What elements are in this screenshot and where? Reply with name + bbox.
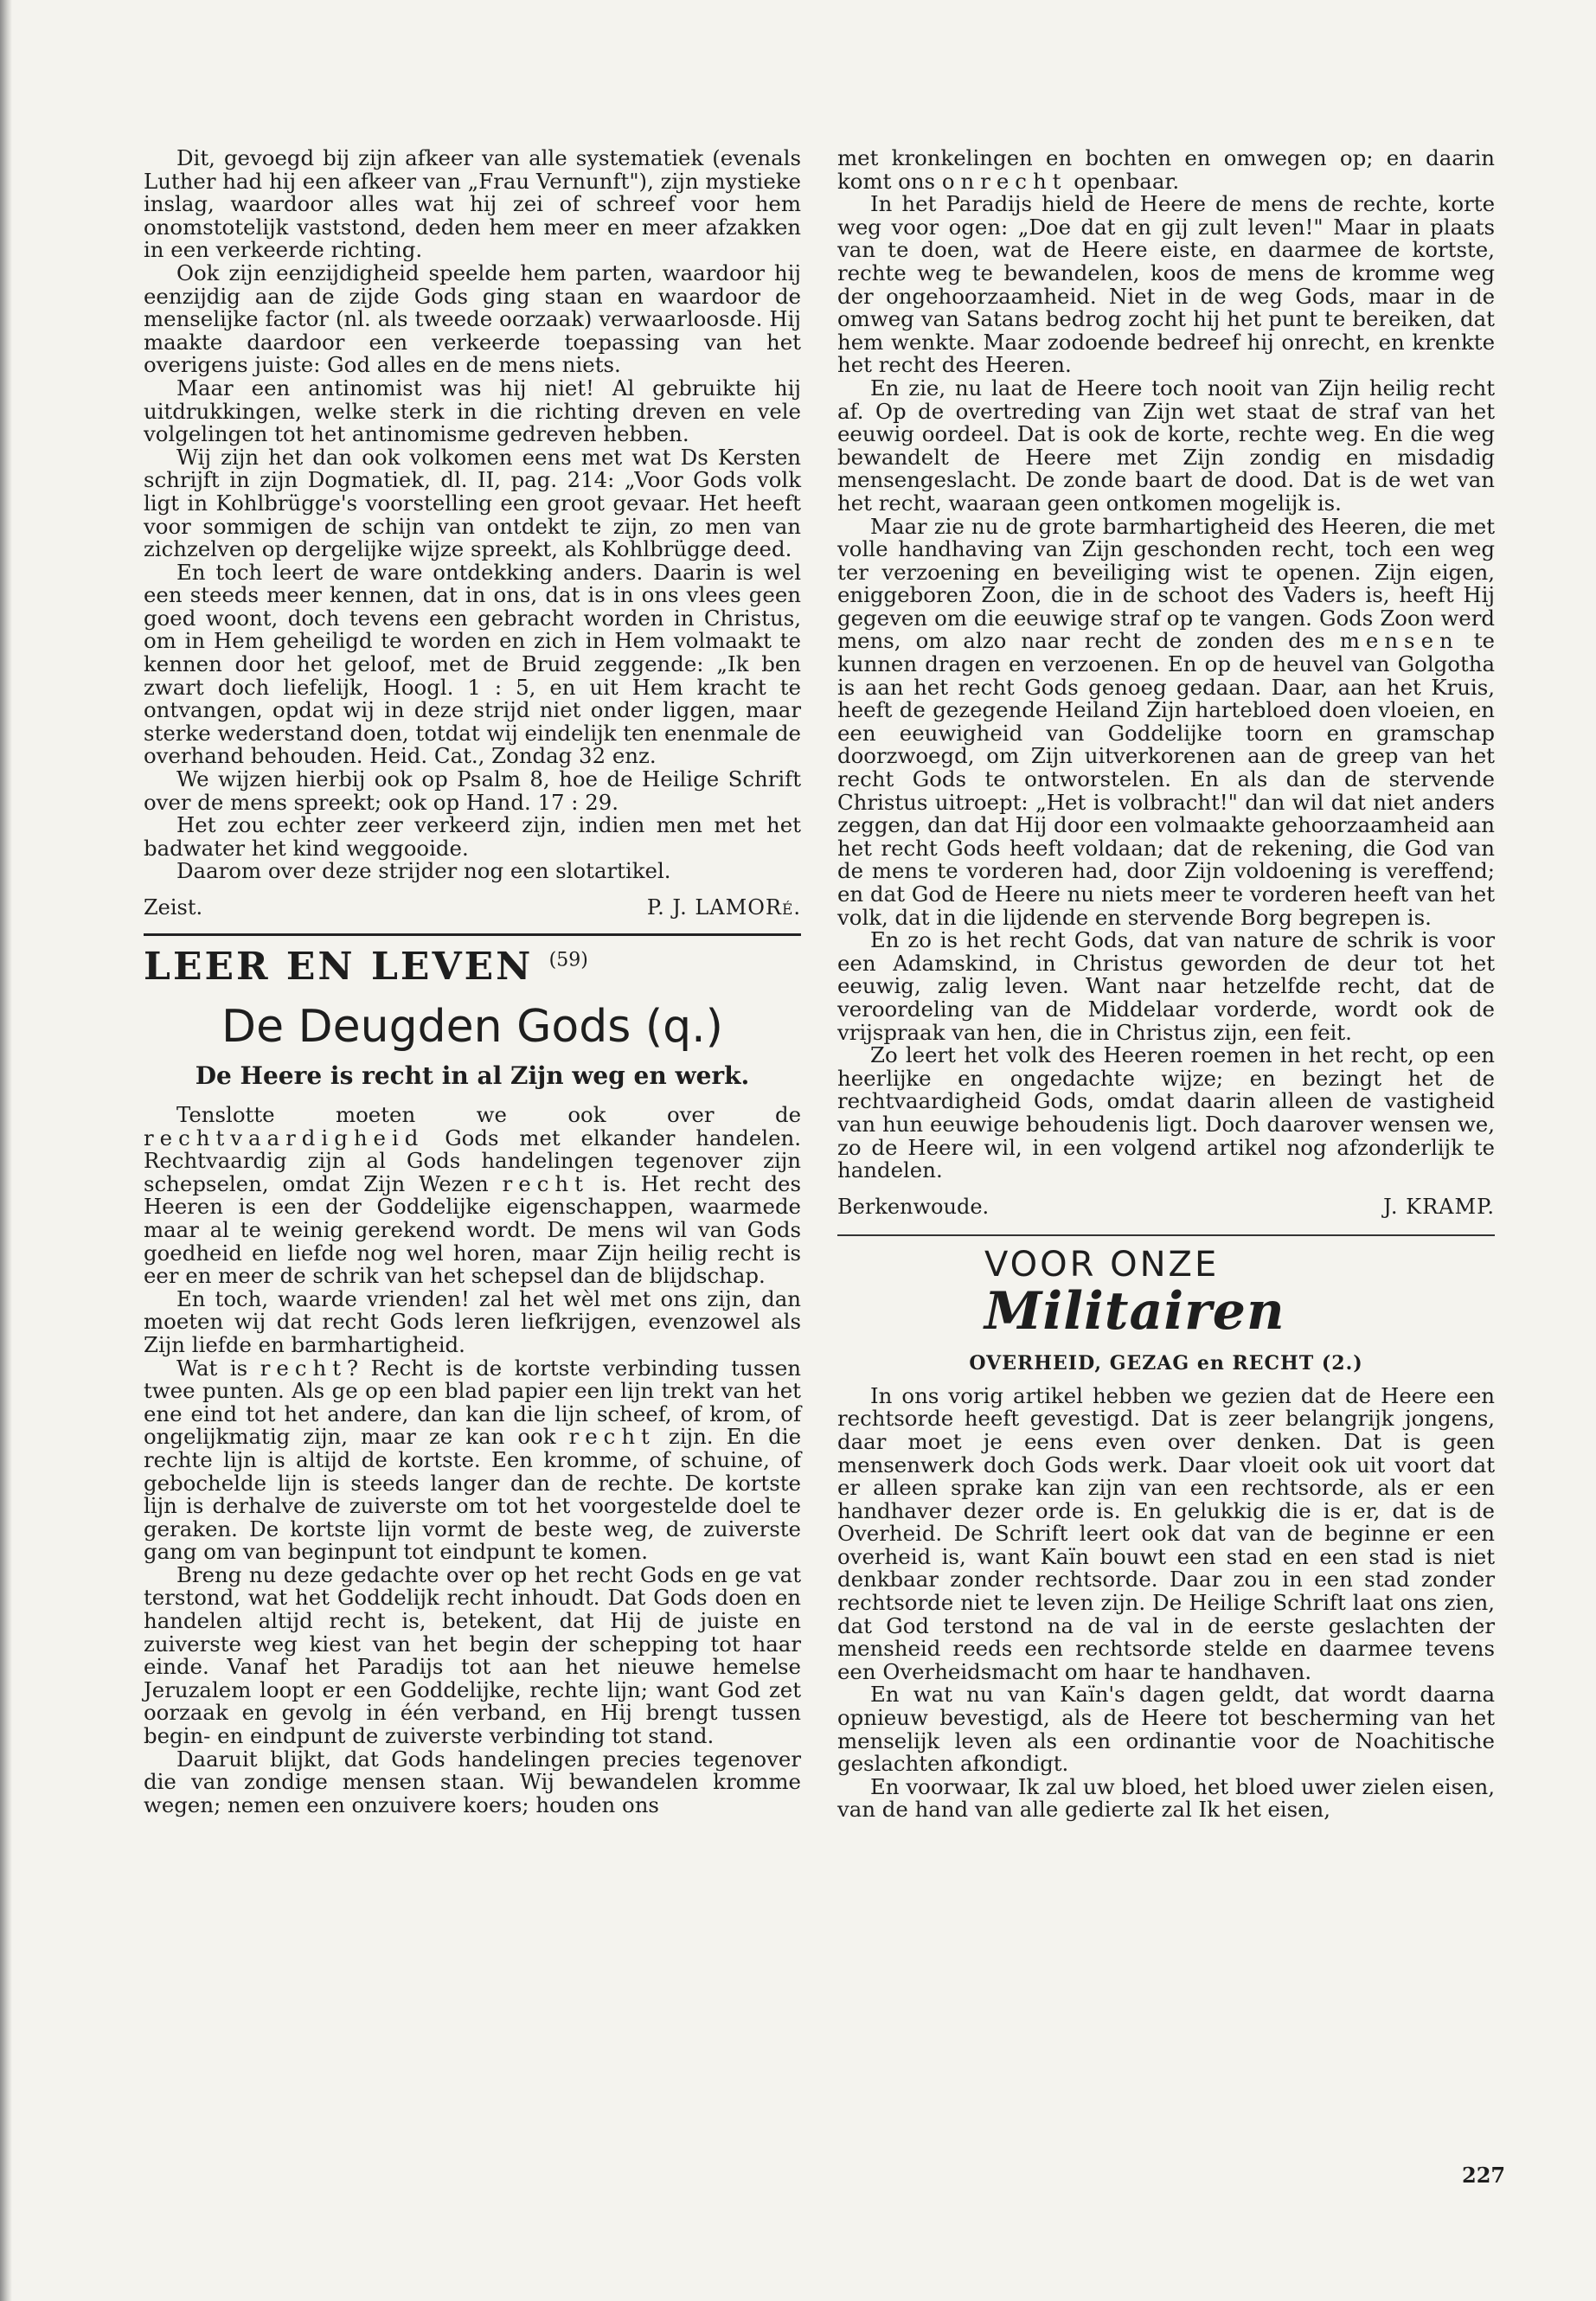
text-run: Tenslotte moeten we ook over de [176, 1102, 801, 1127]
paragraph: In ons vorig artikel hebben we gezien dat de Heere een rechtsorde heeft gevestigd. Dat is zeer belangrijk jongens, daar moet je eens even over denken. Dat is geen mensenwerk doch Gods werk. Daar vloeit ook uit voort dat er alleen sprake kan zijn van een rechtsorde, als er een handhaver dezer orde is. En gelukkig die is er, dat is de Overheid. De Schrift leert ook dat van de beginne er een overheid is, want Kaïn bouwt een stad en een stad is niet denkbaar zonder rechtsorde. Daar zou in een stad zonder rechtsorde niet te leven zijn. De Heilige Schrift laat ons zien, dat God terstond na de val in de eerste geslachten der mensheid reeds een rechtsorde stelde en daarmee tevens een Overheidsmacht om haar te handhaven. [837, 1382, 1495, 1684]
spaced-emphasis: mensen [1339, 628, 1459, 654]
previous-article-continuation [144, 147, 801, 920]
series-number: (59) [548, 949, 588, 971]
section-divider [144, 933, 801, 936]
paragraph: Maar een antinomist was hij niet! Al gebruikte hij uitdrukkingen, welke sterk in die richting dreven en vele volgelingen tot het antinomisme gedreven hebben. [144, 375, 801, 447]
text-run: ? Recht is de kortste verbinding tussen twee punten. Als ge op een blad papier een lijn trekt van het ene eind tot het andere, dan kan die lijn scheef, of krom, of ongelijkmatig zijn, maar ze kan ook [144, 1355, 801, 1450]
article-subtitle: De Heere is recht in al Zijn weg en werk. [195, 1061, 750, 1090]
text-run: Wat is [176, 1355, 260, 1381]
spaced-emphasis: recht [568, 1424, 656, 1450]
paragraph: En zie, nu laat de Heere toch nooit van Zijn heilig recht af. Op de overtreding van Zijn wet staat de straf van het eeuwig oordeel. Dat is ook de korte, rechte weg. En die weg bewandelt de Heere met Zijn zondig en misdadig mensengeslacht. De zonde baart de dood. Dat is de wet van het recht, waaraan geen ontkomen mogelijk is. [837, 375, 1495, 516]
series-title: LEER EN LEVEN [144, 945, 534, 989]
text-run: Gods met elkander handelen. Rechtvaardig zijn al Gods handelingen tegenover zijn schepselen, omdat Zijn Wezen [144, 1125, 801, 1196]
paragraph [144, 1357, 801, 1564]
paragraph: Zo leert het volk des Heeren roemen in het recht, op een heerlijke en ongedachte wijze; en bezingt het de rechtvaardigheid Gods, omdat daarin alleen de vastigheid van hun eeuwige behoudenis ligt. Doch daarover wensen we, zo de Heere wil, in een volgend artikel nog afzonderlijk te handelen. [837, 1042, 1495, 1183]
section-subtitle: OVERHEID, GEZAG en RECHT (2.) [969, 1351, 1363, 1375]
paragraph: Ook zijn eenzijdigheid speelde hem parten, waardoor hij eenzijdig aan de zijde Gods ging staan en waardoor de menselijke factor (nl. als tweede oorzaak) verwaarloosde. Hij maakte daardoor een verkeerde toepassing van het overigens juiste: God alles en de mens niets. [144, 260, 801, 378]
signature-name: P. J. LAMORé. [646, 895, 801, 920]
page-edge-shadow [0, 0, 12, 2301]
text-run: te kunnen dragen en verzoenen. En op de heuvel van Golgotha is aan het recht Gods genoeg gedaan. Daar, aan het Kruis, heeft de gezegende Heiland Zijn hartebloed doen vloeien, en een eeuwigheid van Goddelijke toorn en gramschap doorzwoegd, om Zijn uitverkorenen aan de greep van het recht Gods te ontworstelen. En als dan de stervende Christus uitroept: „Het is volbracht!" dan wil dat niet anders zeggen, dan dat Hij door een volmaakte gehoorzaamheid aan het recht Gods heeft voldaan; dat de rekening, die God van de mens te vorderen had, door Zijn voldoening is vereffend; en dat God de Heere nu niets meer te vorderen heeft van het volk, dat in die lijdende en stervende Borg begrepen is. [837, 628, 1495, 930]
section-divider [837, 1234, 1495, 1236]
paragraph: Wij zijn het dan ook volkomen eens met wat Ds Kersten schrijft in zijn Dogmatiek, dl. II, pag. 214: „Voor Gods volk ligt in Kohlbrügge's voorstelling een groot gevaar. Het heeft voor sommigen de schijn van ontdekt te zijn, zo men van zichzelven op dergelijke wijze spreekt, als Kohlbrügge deed. [144, 444, 801, 562]
paragraph: Het zou echter zeer verkeerd zijn, indien men met het badwater het kind weggooide. [144, 812, 801, 861]
paragraph: En toch, waarde vrienden! zal het wèl met ons zijn, dan moeten wij dat recht Gods leren liefkrijgen, evenzowel als Zijn liefde en barmhartigheid. [144, 1285, 801, 1357]
author-signature [144, 895, 801, 920]
spaced-emphasis: rechtvaardigheid [144, 1125, 425, 1150]
page-number: 227 [1462, 2163, 1506, 2188]
signature-name: J. KRAMP. [1383, 1194, 1495, 1219]
signature-place: Berkenwoude. [837, 1194, 990, 1219]
right-column [837, 147, 1495, 1822]
paragraph: In het Paradijs hield de Heere de mens de rechte, korte weg voor ogen: „Doe dat en gij zult leven!" Maar in plaats van te doen, wat de Heere eiste, en daarmee de kortste, rechte weg te bewandelen, koos de mens de kromme weg der ongehoorzaamheid. Niet in de weg Gods, maar in de omweg van Satans bedrog zocht hij het punt te bereiken, dat hem wenkte. Maar zodoende bedreef hij onrecht, en krenkte het recht des Heeren. [837, 191, 1495, 378]
spaced-emphasis: recht [260, 1355, 348, 1381]
spaced-emphasis: recht [502, 1170, 589, 1196]
spaced-emphasis: onrecht [941, 168, 1067, 194]
paragraph: En voorwaar, Ik zal uw bloed, het bloed uwer zielen eisen, van de hand van alle gedierte zal Ik het eisen, [837, 1773, 1495, 1823]
paragraph: Breng nu deze gedachte over op het recht Gods en ge vat terstond, wat het Goddelijk recht inhoudt. Dat Gods doen en handelen altijd recht is, betekent, dat Hij de juiste en zuiverste weg kiest van het begin der schepping tot haar einde. Vanaf het Paradijs tot aan het nieuwe hemelse Jeruzalem loopt er een Goddelijke, rechte lijn; want God zet oorzaak en gevolg in één verband, en Hij brengt tussen begin- en eindpunt de zuiverste verbinding tot stand. [144, 1561, 801, 1749]
paragraph: Dit, gevoegd bij zijn afkeer van alle systematiek (evenals Luther had hij een afkeer van „Frau Vernunft"), zijn mystieke inslag, waardoor alles wat hij zei of schreef voor hem onomstotelijk vaststond, deden hem meer en meer afzakken in een verkeerde richting. [144, 145, 801, 263]
paragraph: En zo is het recht Gods, dat van nature de schrik is voor een Adamskind, in Christus geworden de deur tot het eeuwig, zalig leven. Want naar hetzelfde recht, dat de veroordeling van de Middelaar vorderde, wordt ook de vrijspraak van hen, die in Christus zijn, een feit. [837, 927, 1495, 1045]
paragraph [837, 147, 1495, 193]
text-run: zijn. En die rechte lijn is altijd de kortste. Een kromme, of schuine, of gebochelde lijn is steeds langer dan de rechte. De kortste lijn is derhalve de zuiverste om tot het voorgestelde doel te geraken. De kortste lijn vormt de beste weg, de zuiverste gang om van beginpunt tot eindpunt te komen. [144, 1424, 802, 1565]
paragraph: We wijzen hierbij ook op Psalm 8, hoe de Heilige Schrift over de mens spreekt; ook op Hand. 17 : 29. [144, 766, 801, 815]
section-heading-militairen: Militairen [984, 1280, 1285, 1342]
author-signature [837, 1195, 1495, 1219]
paragraph: Daarom over deze strijder nog een slotartikel. [176, 858, 671, 884]
text-run: Maar zie nu de grote barmhartigheid des Heeren, die met volle handhaving van Zijn geschonden recht, toch een weg ter verzoening en beveiliging wist te openen. Zijn eigen, eniggeboren Zoon, die in de schoot des Vaders is, heeft Hij gegeven om die eeuwige straf op te vangen. Gods Zoon werd mens, om alzo naar recht de zonden des [837, 513, 1495, 654]
paragraph [837, 513, 1495, 930]
text-run: is. Het recht des Heeren is een der Goddelijke eigenschappen, waarmede maar al te weinig gerekend wordt. De mens wil van Gods goedheid en liefde nog wel horen, maar Zijn heilig recht is eer en meer de schrik van het schepsel dan de blijdschap. [144, 1170, 802, 1289]
signature-place: Zeist. [144, 895, 203, 920]
paragraph [144, 1104, 801, 1288]
section-heading-voor-onze: VOOR ONZE [984, 1244, 1220, 1285]
text-run: met kronkelingen en bochten en omwegen op; en daarin komt ons [837, 145, 1495, 194]
article-title: De Deugden Gods (q.) [221, 1001, 723, 1053]
paragraph: Daaruit blijkt, dat Gods handelingen precies tegenover die van zondige mensen staan. Wij bewandelen kromme wegen; nemen een onzuivere koers; houden ons [144, 1746, 801, 1817]
paragraph: En wat nu van Kaïn's dagen geldt, dat wordt daarna opnieuw bevestigd, als de Heere tot bescherming van het menselijk leven als een ordinantie voor de Noachitische geslachten afkondigt. [837, 1682, 1495, 1777]
text-run: openbaar. [1067, 168, 1180, 194]
left-column [144, 147, 801, 1817]
paragraph: En toch leert de ware ontdekking anders. Daarin is wel een steeds meer kennen, dat in ons, dat is in ons vlees geen goed woont, doch tevens een gebracht worden in Christus, om in Hem geheiligd te worden en zich in Hem volmaakt te kennen door het geloof, met de Bruid zeggende: „Ik ben zwart doch liefelijk, Hoogl. 1 : 5, en uit Hem kracht te ontvangen, opdat wij in deze strijd niet onder liggen, maar sterke wederstand doen, totdat wij eindelijk ten enenmale de overhand behouden. Heid. Cat., Zondag 32 enz. [144, 559, 801, 769]
series-heading [144, 945, 801, 989]
